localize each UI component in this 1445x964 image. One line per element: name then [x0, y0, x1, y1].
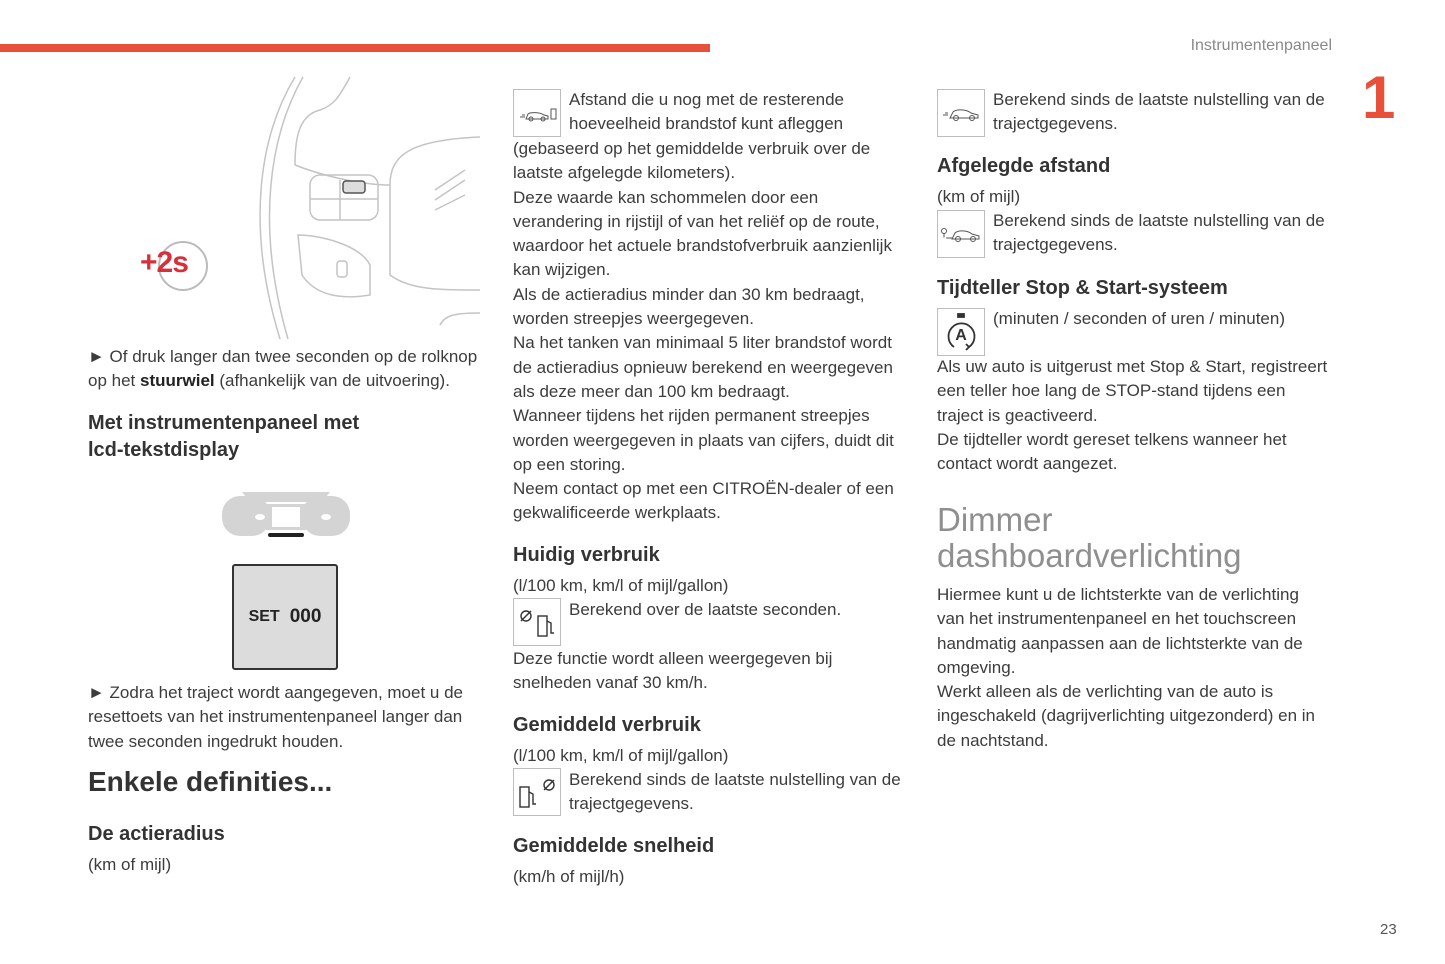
heading-average-consumption: Gemiddeld verbruik — [513, 714, 701, 736]
heading-dimmer: Dimmer dashboardverlichting — [937, 501, 1242, 574]
instrument-cluster-icon — [222, 486, 350, 538]
distance-units: (km of mijl) — [937, 187, 1021, 206]
distance-travelled-icon — [937, 210, 985, 258]
display-value: 000 — [289, 606, 322, 627]
speed-units: (km/h of mijl/h) — [513, 867, 625, 886]
speed-desc: Berekend sinds de laatste nulstelling van de trajectgegevens. — [993, 90, 1325, 134]
bullet-text: (afhankelijk van de uitvoering). — [214, 371, 450, 391]
heading-lcd-display: Met instrumentenpaneel met lcd-tekstdisplay — [88, 412, 360, 461]
dimmer-body: Hiermee kunt u de lichtsterkte van de verlichting van het instrumentenpaneel en het touchscreen handmatig aanpassen aan de lichtsterkte van de omgeving. Werkt alleen als de verlichting van de auto is ingeschakeld (dagrijverlichting uitgezonderd) en in de nachtstand. — [937, 585, 1316, 750]
heading-current-consumption: Huidig verbruik — [513, 544, 660, 566]
stop-start-body: Als uw auto is uitgerust met Stop & Start, registreert een teller hoe lang de STOP-stand tijdens een traject is geactiveerd. De tijdteller wordt gereset telkens wanneer het contact wordt aangezet. — [937, 357, 1328, 474]
bullet-scroll-wheel — [88, 345, 477, 394]
section-title: Instrumentenpaneel — [1190, 37, 1332, 54]
average-consumption-icon — [513, 768, 561, 816]
average-units: (l/100 km, km/l of mijl/gallon) — [513, 746, 729, 765]
display-set-label: SET — [248, 608, 280, 625]
heading-distance: Afgelegde afstand — [937, 155, 1111, 177]
accent-bar — [0, 44, 710, 52]
current-consumption-icon — [513, 598, 561, 646]
heading-definitions: Enkele definities... — [88, 766, 333, 797]
distance-desc: Berekend sinds de laatste nulstelling van de trajectgegevens. — [993, 211, 1325, 255]
average-speed-icon — [937, 89, 985, 137]
range-body: (gebaseerd op het gemiddelde verbruik over de laatste afgelegde kilometers). Deze waarde kan schommelen door een verandering in rijstijl of van het reliëf op de route, waardoor het actuele brandstofverbruik aanzienlijk kan wijzigen. Als de actieradius minder dan 30 km bedraagt, worden streepjes weergegeven. Na het tanken van minimaal 5 liter brandstof wordt de actieradius opnieuw berekend en weergegeven als deze meer dan 100 km bedraagt. Wanneer tijdens het rijden permanent streepjes worden weergegeven in plaats van cijfers, duidt dit op een storing. Neem contact op met een CITROËN-dealer of een gekwalificeerde werkplaats. — [513, 139, 894, 523]
bullet-text: ► Of druk langer dan twee seconden op de rolknop op het — [88, 347, 478, 391]
svg-text:A: A — [955, 327, 967, 344]
steering-wheel-illustration — [240, 75, 482, 341]
range-intro: Afstand die u nog met de resterende hoeveelheid brandstof kunt afleggen — [569, 90, 845, 134]
bullet-reset: ► Zodra het traject wordt aangegeven, moet u de resettoets van het instrumentenpaneel langer dan twee seconden ingedrukt houden. — [88, 683, 463, 751]
stop-start-units: (minuten / seconden of uren / minuten) — [993, 309, 1285, 328]
heading-average-speed: Gemiddelde snelheid — [513, 835, 715, 857]
lcd-display — [232, 564, 338, 670]
chapter-number: 1 — [1362, 64, 1396, 131]
stop-start-icon — [937, 308, 985, 356]
average-desc: Berekend sinds de laatste nulstelling van de trajectgegevens. — [569, 770, 901, 814]
bold-term: stuurwiel — [140, 371, 215, 391]
timer-badge: +2s — [140, 246, 188, 279]
heading-range: De actieradius — [88, 823, 225, 845]
page-number: 23 — [1380, 921, 1397, 938]
heading-stop-start-timer: Tijdteller Stop & Start-systeem — [937, 277, 1228, 299]
current-desc: Berekend over de laatste seconden. — [569, 600, 842, 619]
current-note: Deze functie wordt alleen weergegeven bij snelheden vanaf 30 km/h. — [513, 649, 833, 693]
current-units: (l/100 km, km/l of mijl/gallon) — [513, 576, 729, 595]
range-units: (km of mijl) — [88, 855, 172, 874]
range-fuel-icon — [513, 89, 561, 137]
